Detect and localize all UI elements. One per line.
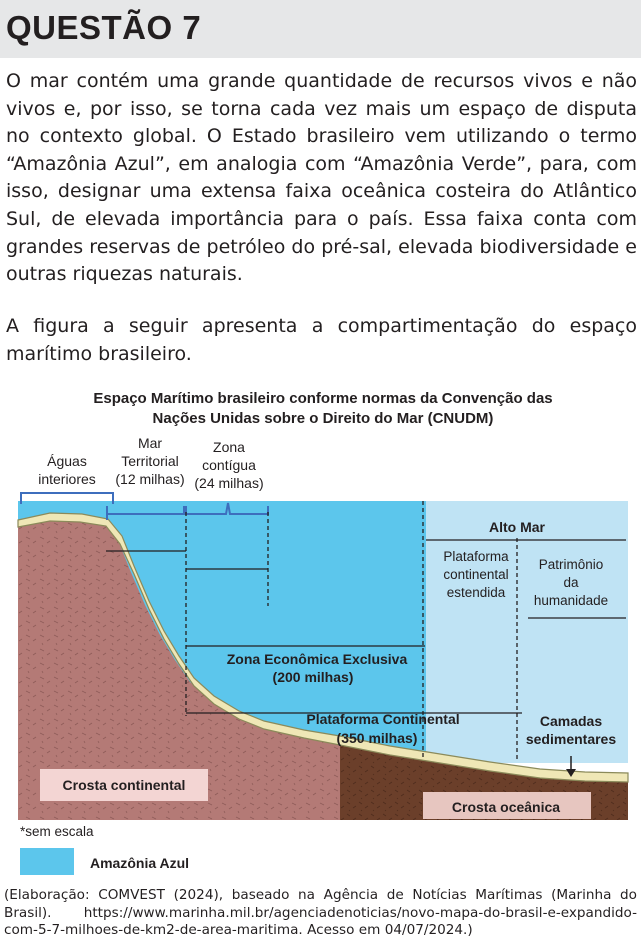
question-paragraph-2: A figura a seguir apresenta a compartimentação do espaço marítimo brasileiro. [6,315,637,365]
label-mar-territorial-1: Mar [137,435,163,451]
label-plataforma-estendida-2: continental [443,567,509,582]
label-zee-1: Zona Econômica Exclusiva [226,651,408,667]
label-zona-contigua-3: (24 milhas) [194,475,264,491]
question-header [0,0,641,58]
label-alto-mar: Alto Mar [489,519,545,535]
label-aguas-interiores-2: interiores [38,471,96,487]
label-patrimonio-3: humanidade [533,593,609,608]
legend-swatch [20,848,74,875]
label-zee-2: (200 milhas) [272,669,354,685]
maritime-space-figure [10,380,636,880]
label-crosta-continental: Crosta continental [62,777,186,793]
label-plataforma-continental-1: Plataforma Continental [306,711,460,727]
label-plataforma-continental-2: (350 milhas) [336,730,418,746]
label-mar-territorial-3: (12 milhas) [115,471,185,487]
label-zona-contigua-1: Zona [213,439,245,455]
label-crosta-oceanica: Crosta oceânica [451,799,561,815]
label-sem-escala: *sem escala [20,824,94,839]
label-patrimonio-2: da [563,575,579,590]
label-mar-territorial-2: Territorial [121,453,179,469]
question-title: QUESTÃO 7 [6,9,202,46]
label-plataforma-estendida-1: Plataforma [443,549,509,564]
figure-title-line-1: Espaço Marítimo brasileiro conforme normas da Convenção das [93,390,553,407]
figure-caption: (Elaboração: COMVEST (2024), baseado na Agência de Notícias Marítimas (Marinha do Brasil). https://www.marinha.mil.br/agenciadenoticias/novo-mapa-do-brasil-e-expandido-com-5-7-milhoes-de-km2-de-area-maritima. Acesso em 04/07/2024.) [4,887,637,938]
legend-label: Amazônia Azul [90,855,190,871]
question-paragraph-1: O mar contém uma grande quantidade de recursos vivos e não vivos e, por isso, se torna cada vez mais um espaço de disputa no contexto global. O Estado brasileiro vem utilizando o termo “Amazônia Azul”, em analogia com “Amazônia Verde”, para, com isso, designar uma extensa faixa oceânica costeira do Atlântico Sul, de elevada importância para o país. Essa faixa conta com grandes reservas de petróleo do pré-sal, elevada biodiversidade e outras riquezas naturais. [6,70,637,286]
figure-title-line-2: Nações Unidas sobre o Direito do Mar (CNUDM) [152,410,494,427]
label-zona-contigua-2: contígua [202,457,256,473]
label-aguas-interiores-1: Águas [47,453,87,469]
label-patrimonio-1: Patrimônio [538,557,604,572]
label-plataforma-estendida-3: estendida [446,585,506,600]
label-camadas-2: sedimentares [525,731,617,747]
label-camadas-1: Camadas [539,713,603,729]
